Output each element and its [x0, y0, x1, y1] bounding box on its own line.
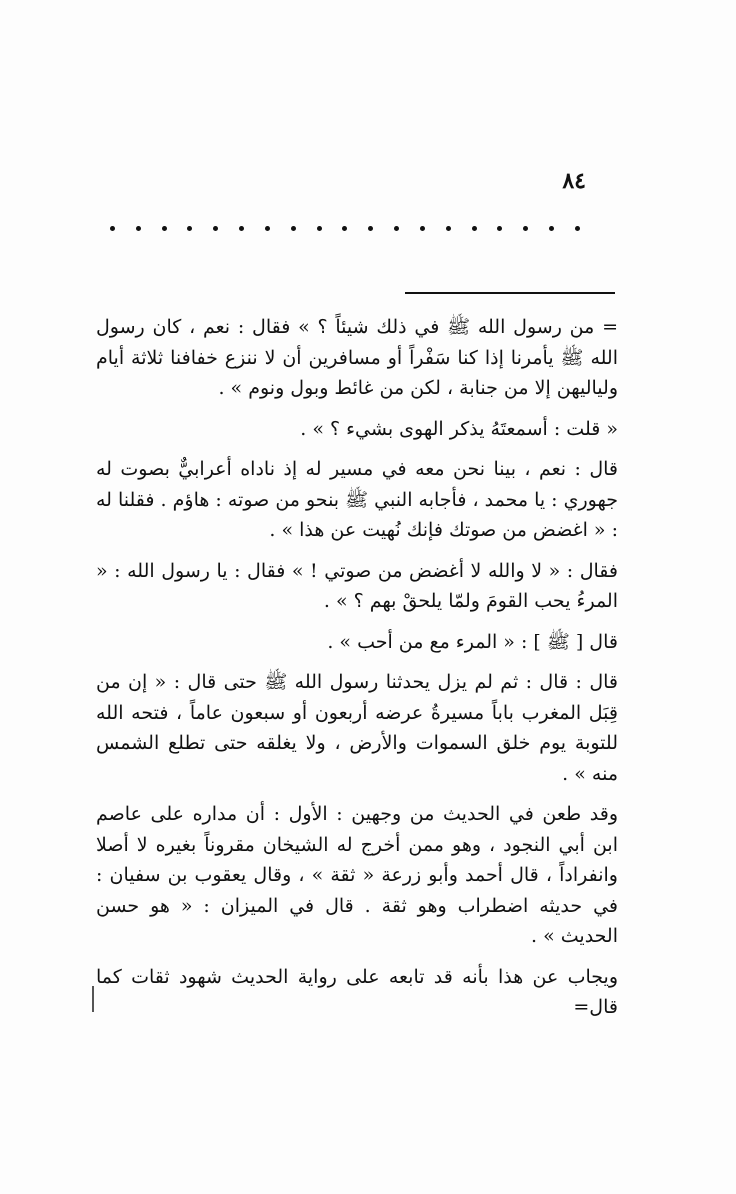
divider-dot: [394, 226, 399, 231]
paragraph-5: قال [ ﷺ ] : « المرء مع من أحب » .: [327, 630, 618, 653]
divider-dot: [291, 226, 296, 231]
ornamental-dot-divider: [110, 226, 580, 231]
divider-dot: [497, 226, 502, 231]
divider-dot: [575, 226, 580, 231]
divider-dot: [420, 226, 425, 231]
paragraph-3: قال : نعم ، بينا نحن معه في مسير له إذ ناداه أعرابيٌّ بصوت له جهوري : يا محمد ، فأجابه النبي ﷺ بنحو من صوته : هاؤم . فقلنا له : « اغضض من صوتك فإنك نُهيت عن هذا » .: [95, 458, 618, 541]
paragraph-8: ويجاب عن هذا بأنه قد تابعه على رواية الحديث شهود ثقات كما قال=: [96, 965, 618, 1018]
footnote-rule: [405, 292, 615, 294]
divider-dot: [472, 226, 477, 231]
divider-dot: [549, 226, 554, 231]
margin-mark: [92, 986, 94, 1012]
footnote-text-block: [96, 312, 618, 1023]
paragraph-2: « قلت : أسمعتَهُ يذكر الهوى بشيء ؟ » .: [300, 417, 618, 440]
paragraph-4: فقال : « لا والله لا أغضض من صوتي ! » فقال : يا رسول الله : « المرءُ يحب القومَ ولمّا يلحقْ بهم ؟ » .: [96, 559, 618, 612]
divider-dot: [368, 226, 373, 231]
paragraph-1: = من رسول الله ﷺ في ذلك شيئاً ؟ » فقال : نعم ، كان رسول الله ﷺ يأمرنا إذا كنا سَفْراً أو مسافرين أن لا ننزع خفافنا ثلاثة أيام ولياليهن إلا من جنابة ، لكن من غائط وبول ونوم » .: [96, 316, 618, 399]
divider-dot: [110, 226, 115, 231]
page-number: ٨٤: [562, 168, 586, 194]
divider-dot: [265, 226, 270, 231]
paragraph-6: قال : قال : ثم لم يزل يحدثنا رسول الله ﷺ حتى قال : « إن من قِبَل المغرب باباً مسيرةُ عرضه أربعون أو سبعون عاماً ، فتحه الله للتوبة يوم خلق السموات والأرض ، ولا يغلقه حتى تطلع الشمس منه » .: [96, 671, 618, 785]
paragraph-7: وقد طعن في الحديث من وجهين : الأول : أن مداره على عاصم ابن أبي النجود ، وهو ممن أخرج له الشيخان مقروناً بغيره لا أصلا وانفراداً ، قال أحمد وأبو زرعة « ثقة » ، وقال يعقوب بن سفيان : في حديثه اضطراب وهو ثقة . قال في الميزان : « هو حسن الحديث » .: [96, 803, 618, 947]
divider-dot: [136, 226, 141, 231]
divider-dot: [213, 226, 218, 231]
divider-dot: [187, 226, 192, 231]
divider-dot: [446, 226, 451, 231]
divider-dot: [239, 226, 244, 231]
divider-dot: [523, 226, 528, 231]
divider-dot: [342, 226, 347, 231]
divider-dot: [317, 226, 322, 231]
divider-dot: [162, 226, 167, 231]
